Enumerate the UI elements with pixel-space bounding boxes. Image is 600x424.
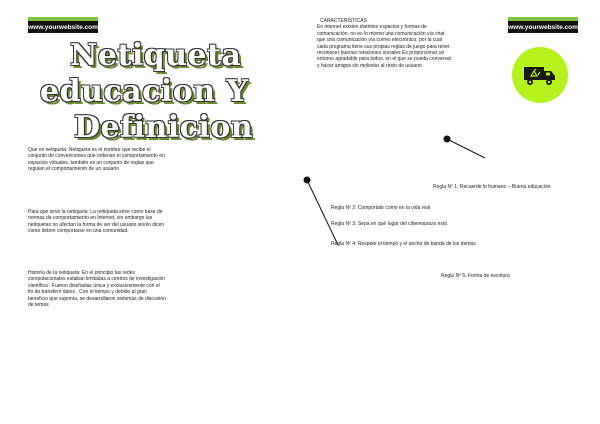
website-badge[interactable]: www.yourwebsite.com	[28, 17, 98, 33]
rule-3: Regla Nº 3: Sepa en qué lugar del ciberespacio está	[331, 221, 448, 227]
title-line: Netiqueta	[70, 38, 242, 73]
title-line: Definicion	[74, 110, 254, 145]
characteristics-heading: CARACTERÍSTICAS	[320, 18, 367, 24]
paragraph-que-es: Que es netiqueta: Netiqueta es el nombre que recibe el conjunto de convenciones que ordenan el comportamiento en espacios virtuales. también es un conjunto de reglas que regulan el comportamiento de un usuario	[28, 147, 165, 173]
rule-2: Regla Nº 2: Compórtate como en la vida real	[331, 205, 431, 211]
rule-5: Regla Nº 5: Forma de escritura	[441, 273, 510, 279]
rule-4: Regla Nº 4: Respete el tiempo y el ancho de banda de los demás	[331, 241, 476, 247]
characteristics-text: En internet existen distintos espacios y formas de comunicación, no es lo mismo una comunicación vía chat que una comunicación vía correo electrónico, por la cual cada programa tiene sus propias reglas de juego para tener reconocer buenas relaciones sociales Es proporcionar un entorno agradable para todos, en el que se pueda conversar y hacer amigos sin molestar al resto de usuario	[317, 24, 452, 69]
page-title	[40, 38, 290, 146]
rule-1: Regla Nº 1: Recuerde lo humano – Buena educación	[433, 184, 551, 190]
connector-lines	[300, 0, 600, 424]
website-badge[interactable]: www.yourwebsite.com	[508, 17, 578, 33]
paragraph-historia: Historia de la netiqueta: En el principio las redes computacionales estaban limitadas a centros de investigación científica . Fueron diseñadas única y exclusivamente con el fin de transferir datos . Con el tiempo y debido al gran beneficio que suponía, se desarrollaron sistemas de discusión de temas	[28, 270, 166, 309]
right-page	[300, 0, 600, 424]
title-line: educacion Y	[40, 74, 249, 109]
paragraph-para-que-sirve: Para que sirve la netiqueta: La netiqueta sirve como base de normas de comportamiento en Internet, sin embargo las netiquetas no afectan la forma de ser del usuario sinolo dicen como deben comportarse en una comunidad.	[28, 209, 165, 235]
